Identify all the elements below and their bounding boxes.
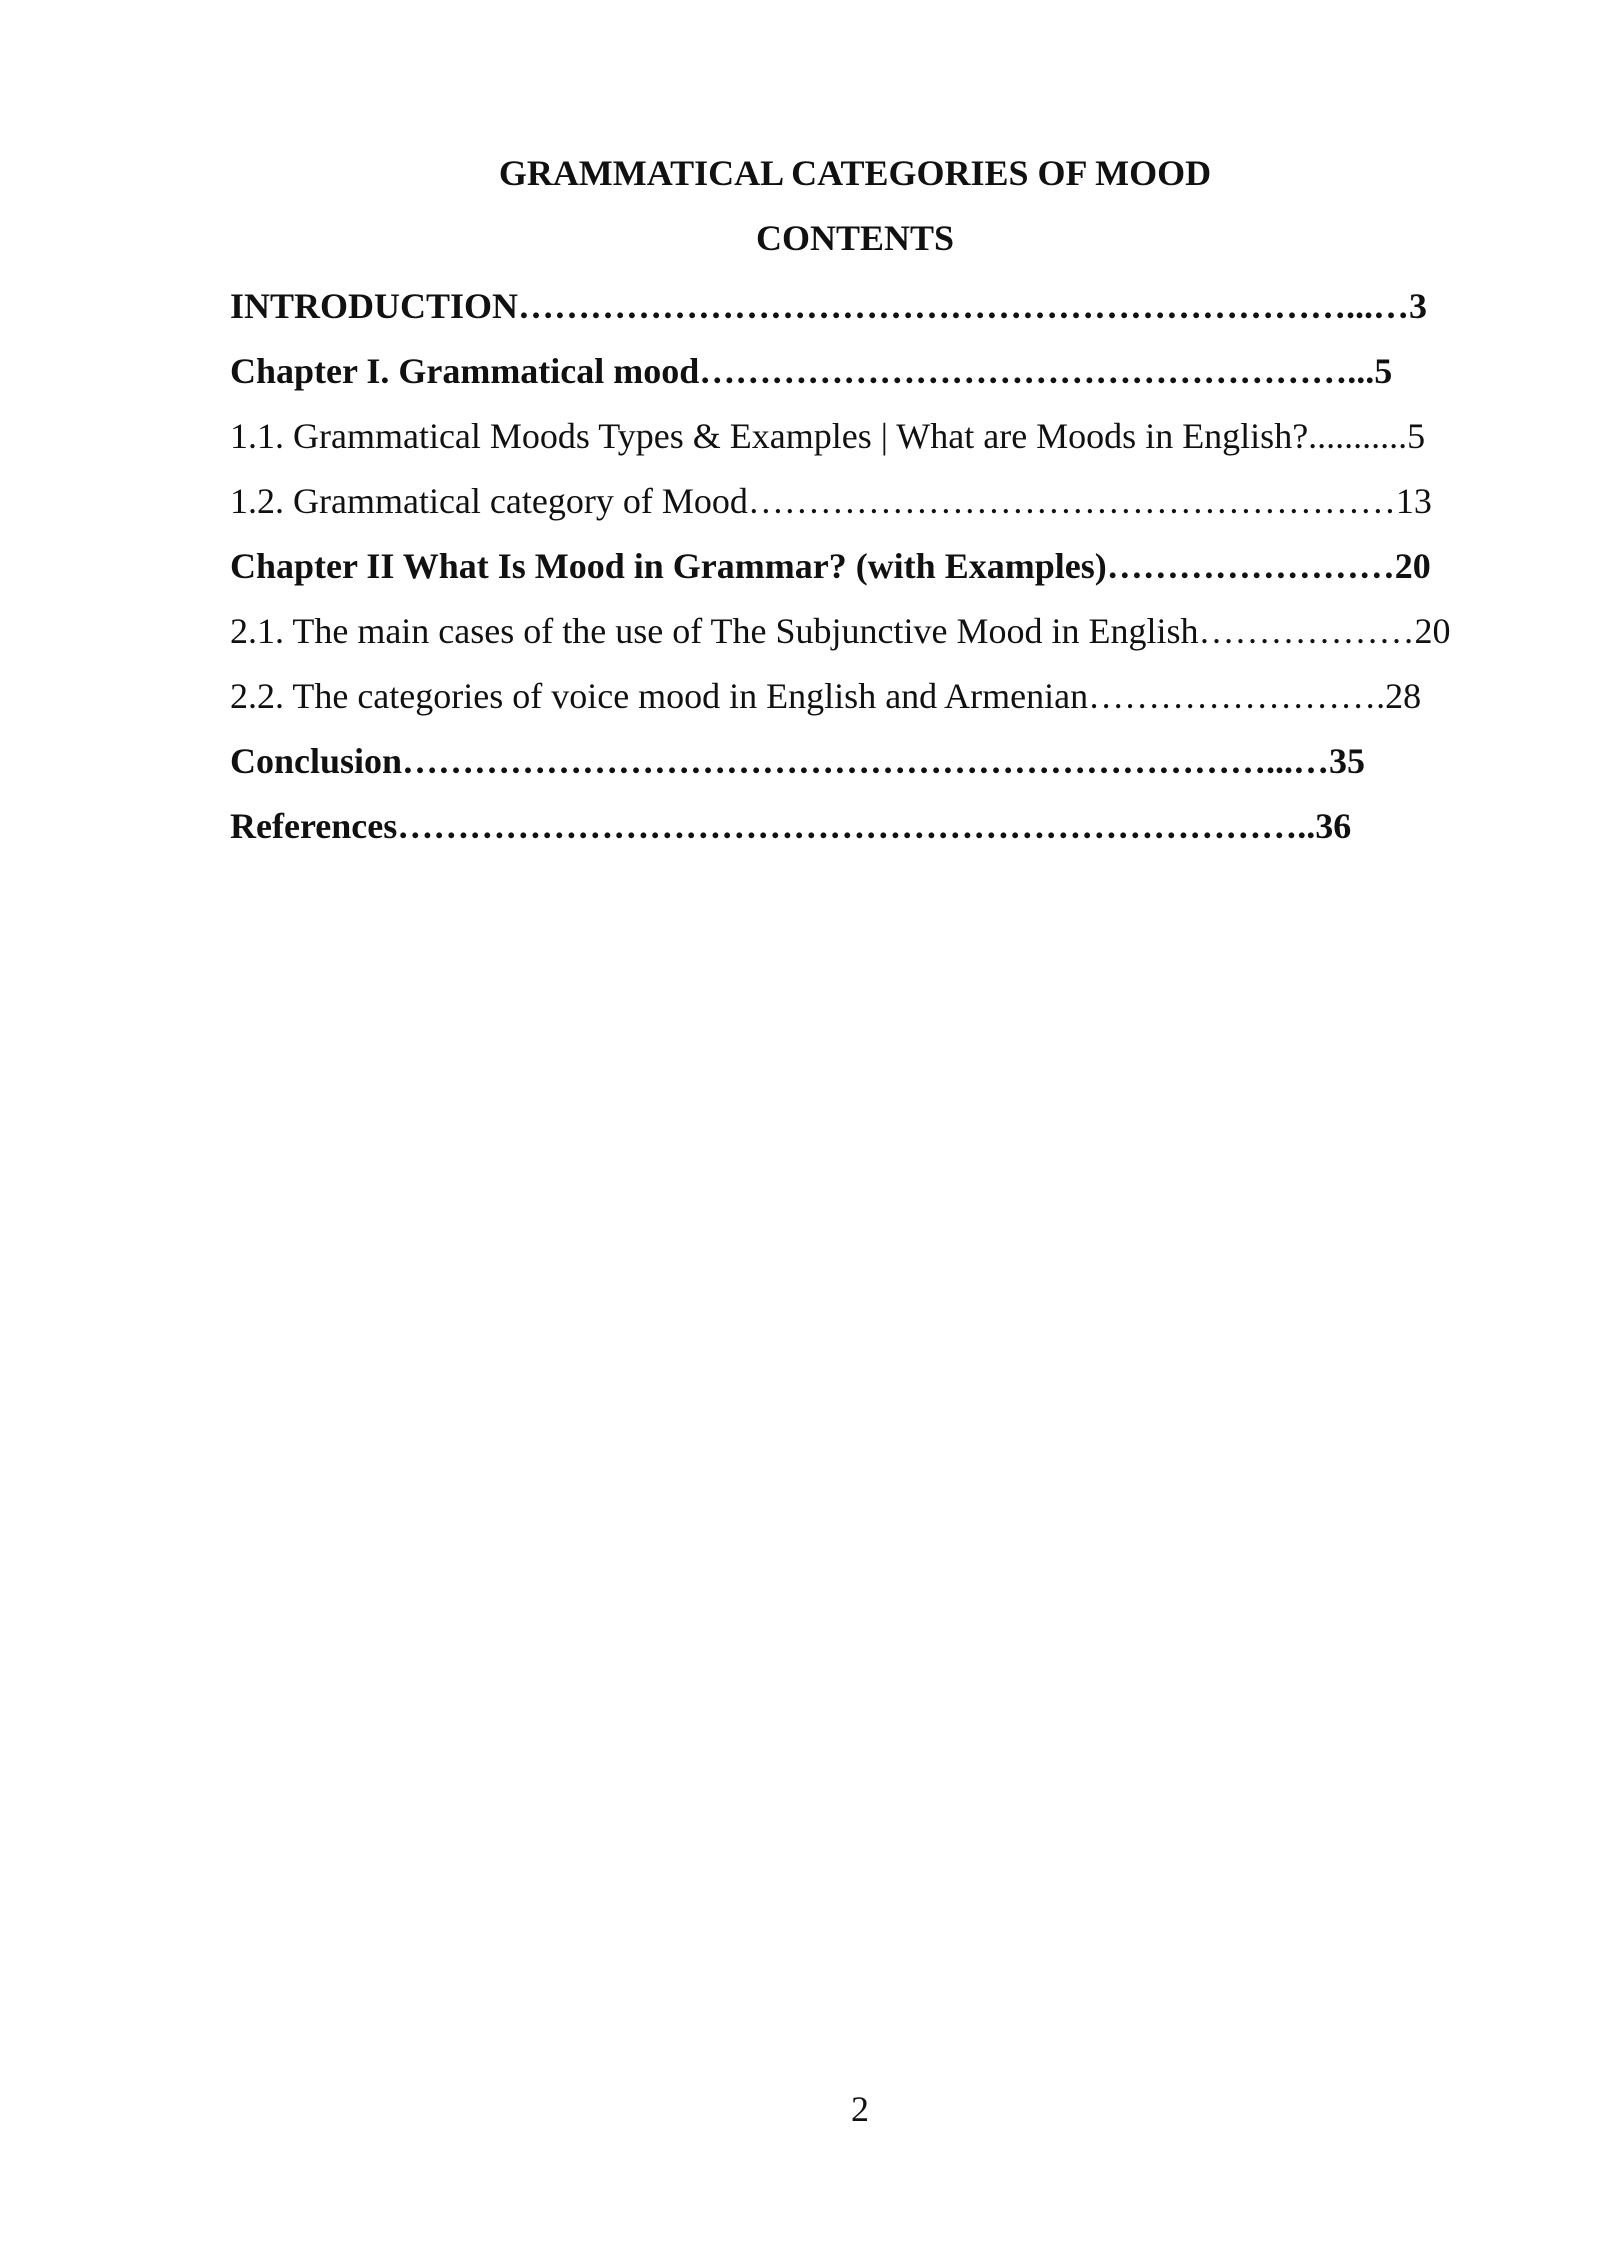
toc-entry-text: Conclusion………………………………………………………………...…35 bbox=[230, 741, 1366, 781]
toc-entry-text: Chapter I. Grammatical mood………………………………………………...5 bbox=[230, 351, 1393, 391]
toc-entry-text: 1.1. Grammatical Moods Types & Examples | What are Moods in English?...........5 bbox=[230, 416, 1426, 456]
toc-entry-chapter-2 bbox=[230, 540, 1490, 605]
toc-entry-text: INTRODUCTION……………………………………………………………...…3 bbox=[230, 286, 1428, 326]
toc-entry-introduction bbox=[230, 280, 1490, 345]
toc-entry-conclusion bbox=[230, 735, 1490, 800]
toc-entry-section-2-1 bbox=[230, 605, 1490, 670]
toc-entry-chapter-1 bbox=[230, 345, 1490, 410]
toc-entry-section-1-1 bbox=[230, 410, 1490, 475]
page-number: 2 bbox=[851, 2089, 869, 2129]
toc-entry-text: 2.1. The main cases of the use of The Subjunctive Mood in English………………20 bbox=[230, 611, 1451, 651]
toc-entry-text: References…………………………………………………………………..36 bbox=[230, 806, 1352, 846]
toc-entry-section-2-2 bbox=[230, 670, 1490, 735]
table-of-contents bbox=[230, 280, 1490, 865]
document-title: GRAMMATICAL CATEGORIES OF MOOD bbox=[498, 153, 1212, 193]
toc-entry-section-1-2 bbox=[230, 475, 1490, 540]
toc-entry-references bbox=[230, 800, 1490, 865]
toc-entry-text: 2.2. The categories of voice mood in English and Armenian…………………….28 bbox=[230, 676, 1422, 716]
contents-heading: CONTENTS bbox=[755, 218, 955, 258]
toc-entry-text: 1.2. Grammatical category of Mood………………………………………………13 bbox=[230, 481, 1432, 521]
toc-entry-text: Chapter II What Is Mood in Grammar? (with Examples)……………………20 bbox=[230, 546, 1431, 586]
